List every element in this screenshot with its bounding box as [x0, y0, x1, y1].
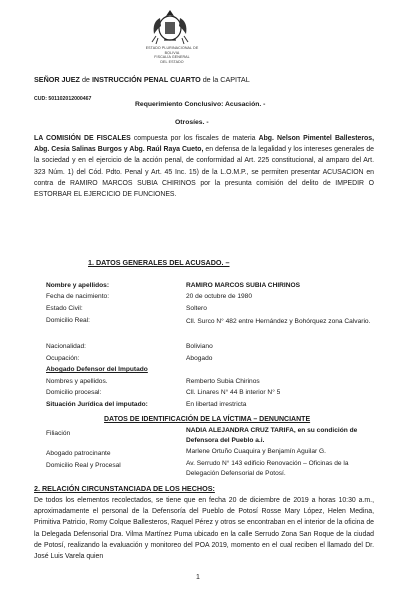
field-label: Abogado patrocinante	[46, 450, 111, 457]
field-label: Fecha de nacimiento:	[46, 293, 110, 300]
field-value: 20 de octubre de 1980	[186, 293, 252, 300]
defense-attorney-title: Abogado Defensor del Imputado	[46, 366, 148, 373]
coat-of-arms-seal-icon	[148, 6, 192, 46]
intro-paragraph: LA COMISIÓN DE FISCALES compuesta por los fiscales de materia Abg. Nelson Pimentel Ballesteros, Abg. Cesia Salinas Burgos y Abg. Raúl Raya Cueto, en defensa de la legalidad y los intereses generales de la sociedad y en el ejercicio de la acción penal, de conformidad al Art. 225 constitucional, al amparo del Art. 323 Núm. 1) del Cód. Pdto. Penal y Art. 45 Inc. 15) de la L.O.M.P., se permiten presentar ACUSACION en contra de RAMIRO MARCOS SUBIA CHIRINOS por la presunta comisión del delito de IMPEDIR O ESTORBAR EL EJERCICIO DE FUNCIONES.	[34, 135, 375, 199]
field-value: Marlene Ortuño Cuaquira y Benjamín Aguilar G.	[186, 448, 327, 455]
facts-paragraph: De todos los elementos recolectados, se tiene que en fecha 20 de diciembre de 2019 a horas 10:30 a.m., aproximadamente el personal de la Defensoría del Pueblo de Potosí Rosse Mary López, Helen Medina, Primitiva Patricio, Romy Colque Ballesteros, Raquel Pérez y otros se encontraban en el interior de la oficina de la Delegada Defensorial Dra. Vilma Martínez Puma ubicado en la calle Serrudo Zona San Roque de la ciudad de Potosí, realizando la evaluación y monitoreo del POA 2019, momento en el cual reciben el llamado del Dr. José Luis Varela quien	[34, 497, 374, 561]
section-2-title: 2. RELACIÓN CIRCUNSTANCIADA DE LOS HECHOS:	[34, 484, 215, 493]
field-label: Nacionalidad:	[46, 343, 86, 350]
field-label: Situación Jurídica del imputado:	[46, 401, 148, 408]
page-number: 1	[196, 574, 200, 581]
otrosies-title: Otrosíes. -	[175, 119, 209, 126]
field-value: RAMIRO MARCOS SUBIA CHIRINOS	[186, 282, 301, 289]
field-label: Nombres y apellidos.	[46, 378, 108, 385]
field-value: Cll. Surco N° 482 entre Hernández y Bohórquez zona Calvario.	[186, 318, 371, 325]
field-value: Cll. Linares N° 44 B interior N° 5	[186, 389, 281, 396]
addressee-heading: SEÑOR JUEZ de INSTRUCCIÓN PENAL CUARTO de la CAPITAL	[34, 75, 250, 84]
field-label: Domicilio procesal:	[46, 389, 102, 396]
field-label: Estado Civil:	[46, 305, 83, 312]
field-label: Domicilio Real y Procesal	[46, 462, 121, 469]
section-1-title: 1. DATOS GENERALES DEL ACUSADO. –	[88, 258, 230, 267]
field-label: Domicilio Real:	[46, 317, 90, 324]
institution-name: ESTADO PLURINACIONAL DE BOLIVIA FISCALÍA GENERAL DEL ESTADO	[145, 46, 199, 64]
field-label: Nombre y apellidos:	[46, 282, 110, 289]
field-value: NADIA ALEJANDRA CRUZ TARIFA, en su condición de Defensora del Pueblo a.i.	[186, 427, 358, 445]
field-label: Filiación	[46, 430, 71, 437]
requirement-title: Requerimiento Conclusivo: Acusación. -	[135, 101, 266, 108]
field-value: Remberto Subia Chirinos	[186, 378, 260, 385]
field-label: Ocupación:	[46, 355, 80, 362]
victim-section-title: DATOS DE IDENTIFICACIÓN DE LA VÍCTIMA – DENUNCIANTE	[104, 416, 311, 423]
field-value: Soltero	[186, 305, 207, 312]
cud-number: CUD: 501102012000467	[34, 96, 92, 102]
field-value: En libertad irrestricta	[186, 401, 247, 408]
field-value: Abogado	[186, 355, 213, 362]
field-value: Av. Serrudo N° 143 edificio Renovación – Oficinas de la Delegación Defensorial de Potosí.	[186, 460, 349, 478]
field-value: Boliviano	[186, 343, 213, 350]
